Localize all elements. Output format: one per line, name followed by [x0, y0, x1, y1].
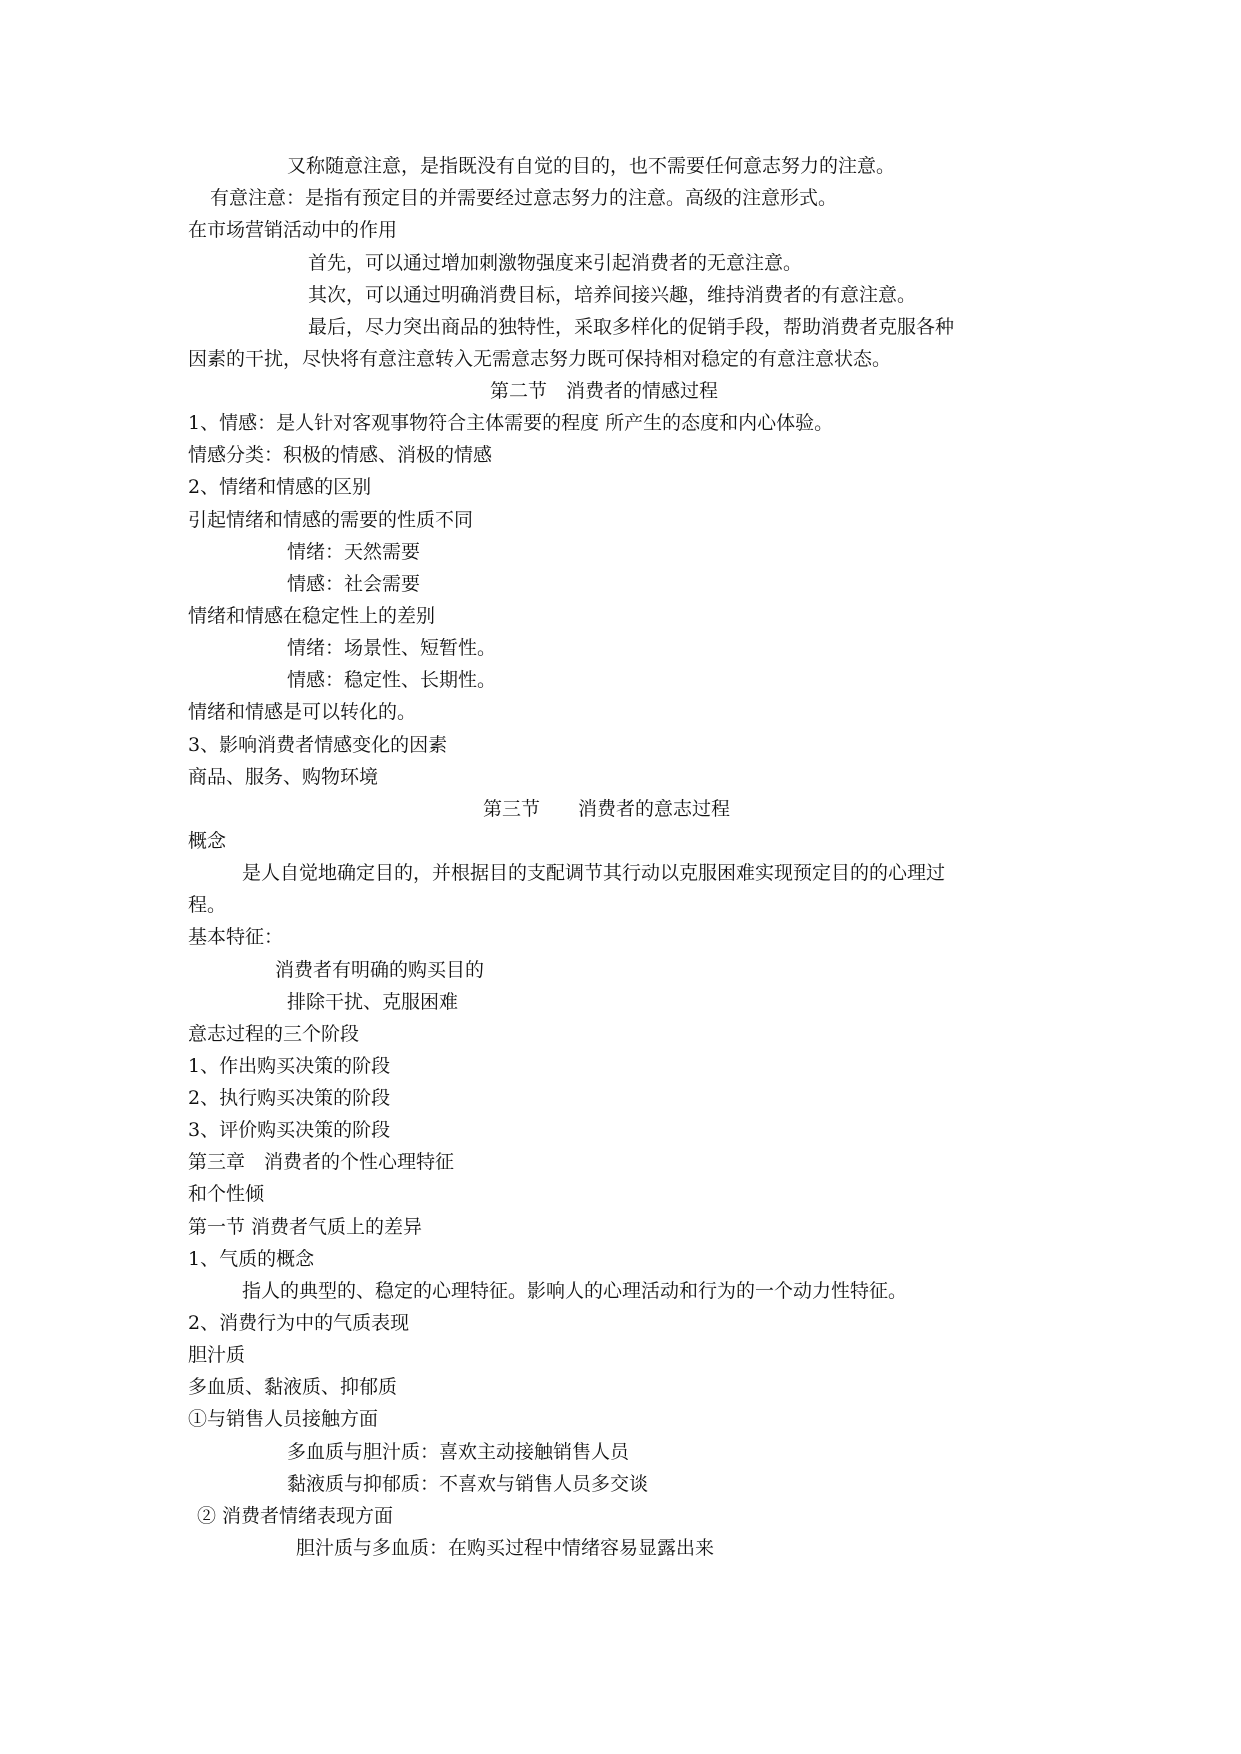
text-line: 和个性倾 [188, 1183, 265, 1205]
text-line: 指人的典型的、稳定的心理特征。影响人的心理活动和行为的一个动力性特征。 [242, 1280, 908, 1302]
text-line: 黏液质与抑郁质：不喜欢与销售人员多交谈 [287, 1473, 649, 1495]
text-line: 情感：稳定性、长期性。 [287, 669, 497, 691]
text-line: 意志过程的三个阶段 [188, 1023, 360, 1045]
text-line: 是人自觉地确定目的，并根据目的支配调节其行动以克服困难实现预定目的的心理过 [242, 862, 946, 884]
text-line: 多血质与胆汁质：喜欢主动接触销售人员 [287, 1441, 630, 1463]
text-line: 其次，可以通过明确消费目标，培养间接兴趣，维持消费者的有意注意。 [308, 284, 917, 306]
section-heading: 第一节 消费者气质上的差异 [188, 1216, 423, 1238]
text-line: 首先，可以通过增加刺激物强度来引起消费者的无意注意。 [308, 252, 803, 274]
text-line: 情绪和情感在稳定性上的差别 [188, 605, 436, 627]
text-line: 3、影响消费者情感变化的因素 [188, 734, 448, 756]
text-line: 最后，尽力突出商品的独特性，采取多样化的促销手段，帮助消费者克服各种 [308, 316, 955, 338]
text-line: 情感分类：积极的情感、消极的情感 [188, 444, 493, 466]
text-line: 排除干扰、克服困难 [287, 991, 459, 1013]
text-line: 概念 [188, 830, 227, 852]
text-line: 1、气质的概念 [188, 1248, 315, 1270]
text-line: 胆汁质 [188, 1344, 246, 1366]
text-line: 程。 [188, 894, 227, 916]
text-line: 消费者有明确的购买目的 [275, 959, 485, 981]
text-line: 2、执行购买决策的阶段 [188, 1087, 391, 1109]
text-line: 因素的干扰，尽快将有意注意转入无需意志努力既可保持相对稳定的有意注意状态。 [188, 348, 892, 370]
text-line: 2、情绪和情感的区别 [188, 476, 372, 498]
text-line: 又称随意注意，是指既没有自觉的目的，也不需要任何意志努力的注意。 [287, 155, 896, 177]
text-line: 多血质、黏液质、抑郁质 [188, 1376, 398, 1398]
text-line: 2、消费行为中的气质表现 [188, 1312, 410, 1334]
text-line: 有意注意：是指有预定目的并需要经过意志努力的注意。高级的注意形式。 [210, 187, 838, 209]
text-line: 情绪：天然需要 [287, 541, 421, 563]
text-line: 情绪：场景性、短暂性。 [287, 637, 497, 659]
text-line: 3、评价购买决策的阶段 [188, 1119, 391, 1141]
text-line: 商品、服务、购物环境 [188, 766, 379, 788]
chapter-heading: 第三章 消费者的个性心理特征 [188, 1151, 455, 1173]
text-line: 情感：社会需要 [287, 573, 421, 595]
section-heading: 第二节 消费者的情感过程 [490, 380, 719, 402]
text-line: 1、作出购买决策的阶段 [188, 1055, 391, 1077]
text-line: 胆汁质与多血质：在购买过程中情绪容易显露出来 [296, 1537, 715, 1559]
section-heading: 第三节 消费者的意志过程 [483, 798, 731, 820]
text-line: 引起情绪和情感的需要的性质不同 [188, 509, 474, 531]
text-line: 基本特征： [188, 926, 284, 948]
text-line: ①与销售人员接触方面 [188, 1408, 379, 1430]
text-line: ② 消费者情绪表现方面 [197, 1505, 394, 1527]
text-line: 在市场营销活动中的作用 [188, 219, 398, 241]
text-line: 情绪和情感是可以转化的。 [188, 701, 417, 723]
text-line: 1、情感：是人针对客观事物符合主体需要的程度 所产生的态度和内心体验。 [188, 412, 834, 434]
